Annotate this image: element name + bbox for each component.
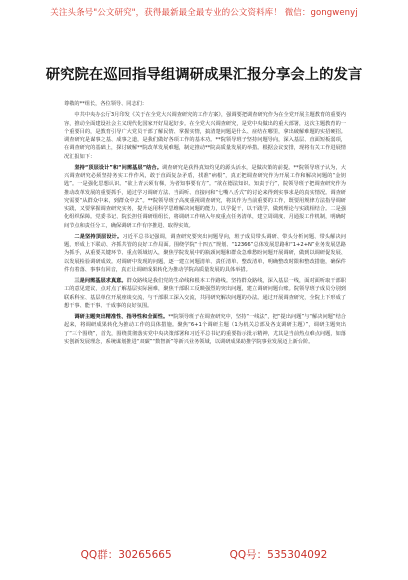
- contact-footer: [0, 547, 408, 563]
- promo-banner: 关注头条号"公文研究"，获得最新最全最专业的公文资料库！ 微信：gongwenyj: [50, 8, 358, 18]
- paragraph: [64, 277, 346, 310]
- paragraph: [64, 111, 346, 161]
- document-body: [64, 100, 346, 540]
- paragraph: [64, 164, 346, 230]
- paragraph: [64, 233, 346, 274]
- paragraph-lead: 坚持“顶层设计”和“问需基层”结合。: [74, 164, 162, 171]
- paragraph-text: 中共中央办公厅3月印发《关于在全党大兴调查研究的工作方案》，强调要把调查研究作为在全党开展主题教育的重要内容，推动全面建设社会主义现代化国家开好局起好步。在全党大兴调查研究，是党中央做出的重大部署，这次主题教育的一个重要目的，是教育引导广大党员干部了解民情、掌握实情，搞清楚问题是什么、症结在哪里，拿出破解难题的实招硬招。调查研究是谋事之基、成事之道，是我们做好各项工作的基本功。**院领导班子坚持问题导向，深入基层、直面短板弱项，在调查研究的基础上，探讨破解**院改革发展难题，制定推动**院高质量发展的举措。根据会议安排，现将有关工作进展情况汇报如下：: [64, 112, 346, 160]
- qq-number-text: QQ号：535304092: [229, 549, 328, 561]
- paragraph-lead: 二是坚持顶层设计。: [74, 233, 123, 240]
- qq-group-text: QQ群：30265665: [80, 549, 172, 561]
- paragraph-text: **院领导班子在调查研究中，坚持“一线法”，把“提出问题”与“解决问题”结合起来，将调研成果转化为推动工作的具体措施。聚焦“6+1个调研主题（1为机关总部及各支调研主题）”，调研主题突出了“三个围绕”，首先，围绕贯彻落实党中央决策部署和习近平总书记的重要指示批示精神，尤其是当前热点难点问题，如落实创新发展理念，系统谋划推进“双碳”“数智新”等新兴业务领域，以调研成果助推学院事业发展迈上新台阶。: [64, 314, 346, 345]
- paragraph: [64, 313, 346, 346]
- paragraph-text: 习近平总书记强调，调查研究要突出问题导向，班子成员带头调研、带头分析问题、带头解决问题，形成上下联动、齐抓共管的良好工作局面。围绕学院“十四五”规划、“12366”总体发展思路和“1+2+N”业务发展思路为抓手，从重要关键环节、重点领域切入，聚焦学院发展中的瓶颈问题和群众急难愁盼问题开展调研，做到以调研促发展、以发展检验调研成效。对调研中发现的问题，逐一建立问题清单、责任清单、整改清单，明确整改时限和整改措施，确保件件有着落、事事有回音，真正让调研成果转化为推动学院高质量发展的具体举措。: [64, 233, 346, 273]
- paragraph-lead: 三是问需基层求真意。: [74, 278, 127, 284]
- paragraph-text: 群众路线是我们党的生命线和根本工作路线。坚持群众路线，深入基层一线，面对面听取干部职工的意见建议，点对点了解基层实际困难，聚焦干部职工反映强烈的突出问题，建立调研问题台账。院领导班子成员分别到联系科室、基层单位开展座谈交流，与干部职工深入交流，共同研究解决问题的办法。通过开展调查研究，全院上下形成了想干事、能干事、干成事的良好氛围。: [64, 278, 346, 309]
- paragraph-lead: 调研主题突出精准性、指导性和全面性。: [74, 314, 169, 320]
- salutation: 尊敬的**组长，各位领导、同志们：: [64, 101, 148, 107]
- paragraph-text: 调查研究是获得真知灼见的源头活水，是做决策的前提。**院领导班子认为，大兴调查研究必须坚持务实工作作风，敢于直面复杂矛盾，找准“病根”，真正把调查研究作为开展工作和解决问题的“金钥匙”。一是强化思想认识。“欲上青云须有梯，为者知事要有方”。“欲在德法知识、知责于行”，院领导班子把调查研究作为推动改革发展的重要抓手，通过学习调研方法、当面听、直接问和“七嘴八舌式”的讨论来得到实事求是的真实情况。调查研究需要“从群众中来，到群众中去”。**院领导班子高度重视调查研究，将其作为当前重要的工作，既要用规律方法指导调研实践，又要掌握调查研究实务，提升运用科学思维解决问题的能力，以学促干，以干践学，做到理论与实践相结合。二是强化组织保障。党委书记、院长担任调研组组长，将调研工作纳入年度重点任务清单，建立周调度、月通报工作机制，明确时间节点和责任分工，确保调研工作有序推进、取得实效。: [64, 164, 346, 229]
- document-title: 研究院在巡回指导组调研成果汇报分享会上的发言: [45, 67, 363, 83]
